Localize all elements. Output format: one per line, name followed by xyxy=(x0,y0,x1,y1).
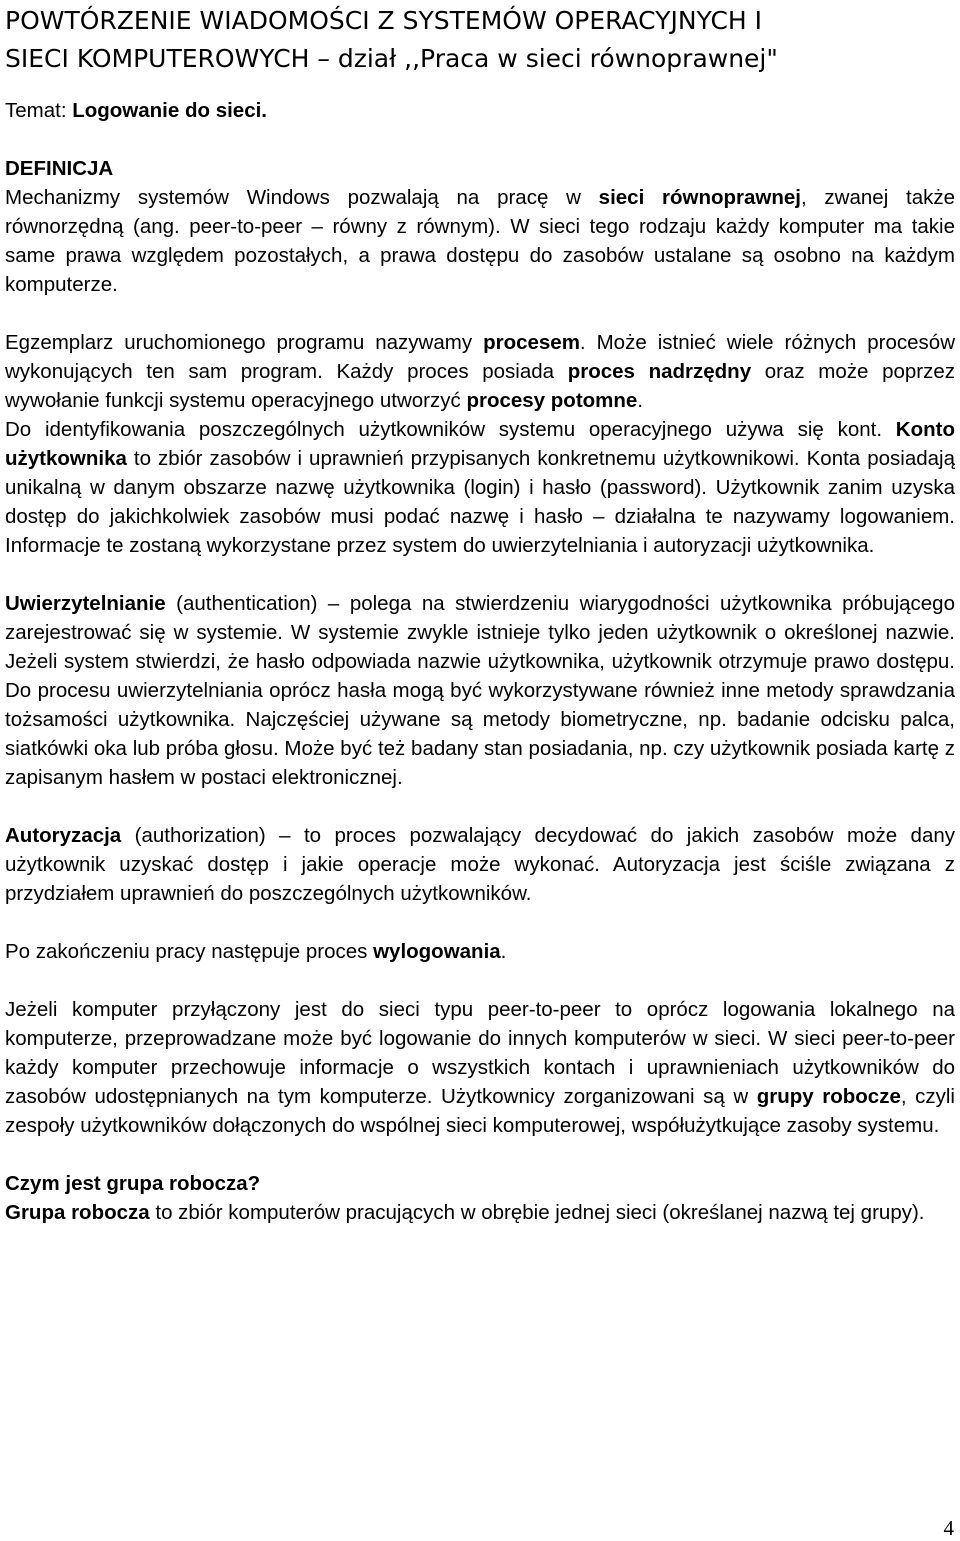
peer-to-peer-paragraph: Jeżeli komputer przyłączony jest do sieci typu peer-to-peer to oprócz logowania lokalnego na komputerze, przeprowadzane może być logowanie do innych komputerów w sieci. W sieci peer-to-peer każdy komputer przechowuje informacje o wszystkich kontach i uprawnieniach użytkowników do zasobów udostępnianych na tym komputerze. Użytkownicy zorganizowani są w grupy robocze, czyli zespoły użytkowników dołączonych do wspólnej sieci komputerowej, współużytkujące zasoby systemu. xyxy=(5,998,955,1137)
term-peer-network: sieci równoprawnej xyxy=(598,186,801,209)
term-logout: wylogowania xyxy=(373,940,501,963)
term-authentication: Uwierzytelnianie xyxy=(5,592,166,615)
term-authorization: Autoryzacja xyxy=(5,824,122,847)
term-user-account: Konto użytkownika xyxy=(5,418,955,470)
term-parent-process: proces nadrzędny xyxy=(567,360,752,383)
document-page xyxy=(5,0,955,1227)
topic-label: Temat: xyxy=(5,99,73,122)
workgroup-question: Czym jest grupa robocza? xyxy=(5,1172,261,1195)
topic-value: Logowanie do sieci. xyxy=(72,99,267,122)
process-paragraph: Egzemplarz uruchomionego programu nazywamy procesem. Może istnieć wiele różnych procesów wykonujących ten sam program. Każdy proces posiada proces nadrzędny oraz może poprzez wywołanie funkcji systemu operacyjnego utworzyć procesy potomne. Do identyfikowania poszczególnych użytkowników systemu operacyjnego używa się kont. Konto użytkownika to zbiór zasobów i uprawnień przypisanych konkretnemu użytkownikowi. Konta posiadają unikalną w danym obszarze nazwę użytkownika (login) i hasło (password). Użytkownik zanim uzyska dostęp do jakichkolwiek zasobów musi podać nazwę i hasło – działalna te nazywamy logowaniem. Informacje te zostaną wykorzystane przez system do uwierzytelniania i autoryzacji użytkownika. xyxy=(5,331,956,557)
authorization-paragraph: Autoryzacja (authorization) – to proces pozwalający decydować do jakich zasobów może dany użytkownik uzyskać dostęp i jakie operacje może wykonać. Autoryzacja jest ściśle związana z przydziałem uprawnień do poszczególnych użytkowników. xyxy=(5,824,955,905)
term-child-processes: procesy potomne xyxy=(466,389,638,412)
topic-line xyxy=(5,96,955,125)
term-workgroup: Grupa robocza xyxy=(5,1201,150,1224)
term-workgroups: grupy robocze xyxy=(756,1085,901,1108)
authentication-paragraph: Uwierzytelnianie (authentication) – polega na stwierdzeniu wiarygodności użytkownika próbującego zarejestrować się w systemie. W systemie zwykle istnieje tylko jeden użytkownik o określonej nazwie. Jeżeli system stwierdzi, że hasło odpowiada nazwie użytkownika, użytkownik otrzymuje prawo dostępu. Do procesu uwierzytelniania oprócz hasła mogą być wykorzystywane również inne metody sprawdzania tożsamości użytkownika. Najczęściej używane są metody biometryczne, np. badanie odcisku palca, siatkówki oka lub próba głosu. Może być też badany stan posiadania, np. czy użytkownik posiada kartę z zapisanym hasłem w postaci elektronicznej. xyxy=(5,592,955,789)
title-line-1: POWTÓRZENIE WIADOMOŚCI Z SYSTEMÓW OPERACYJNYCH I xyxy=(5,6,763,35)
definition-heading: DEFINICJA xyxy=(5,157,114,180)
definition-paragraph: Mechanizmy systemów Windows pozwalają na pracę w sieci równoprawnej, zwanej także równorzędną (ang. peer-to-peer – równy z równym). W sieci tego rodzaju każdy komputer ma takie same prawa względem pozostałych, a prawa dostępu do zasobów ustalane są osobno na każdym komputerze. xyxy=(5,186,955,296)
page-number: 4 xyxy=(943,1516,954,1540)
term-process: procesem xyxy=(483,331,580,354)
title-line-2: SIECI KOMPUTEROWYCH – dział ,,Praca w sieci równoprawnej" xyxy=(5,44,778,73)
workgroup-definition: Grupa robocza to zbiór komputerów pracujących w obrębie jednej sieci (określanej nazwą tej grupy). xyxy=(5,1201,925,1224)
logout-paragraph: Po zakończeniu pracy następuje proces wylogowania. xyxy=(5,940,507,963)
document-title xyxy=(5,0,955,78)
